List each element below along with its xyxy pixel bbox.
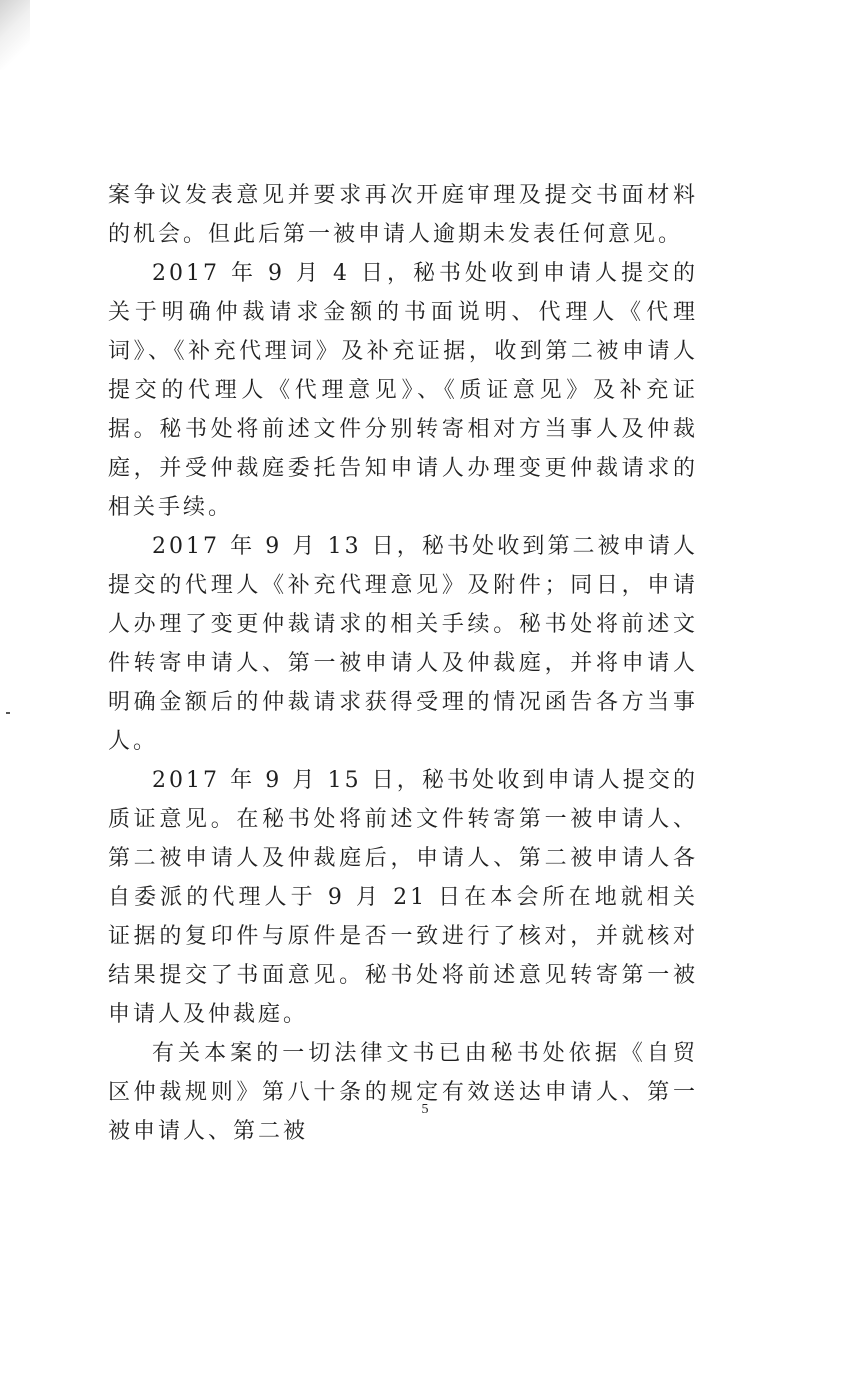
paragraph-5: 有关本案的一切法律文书已由秘书处依据《自贸区仲裁规则》第八十条的规定有效送达申请人、第一被申请人、第二被 (108, 1041, 698, 1144)
scan-mark (6, 712, 10, 714)
paragraph-4: 2017 年 9 月 15 日，秘书处收到申请人提交的质证意见。在秘书处将前述文件转寄第一被申请人、第二被申请人及仲裁庭后，申请人、第二被申请人各自委派的代理人于 9 月 21 日在本会所在地就相关证据的复印件与原件是否一致进行了核对，并就核对结果提交了书面意见。秘书处将前述意见转寄第一被申请人及仲裁庭。 (108, 768, 698, 1027)
paragraph-1: 案争议发表意见并要求再次开庭审理及提交书面材料的机会。但此后第一被申请人逾期未发表任何意见。 (108, 183, 698, 247)
scan-shadow (0, 0, 30, 70)
page-number: 5 (421, 1102, 429, 1117)
paragraph-2: 2017 年 9 月 4 日，秘书处收到申请人提交的关于明确仲裁请求金额的书面说明、代理人《代理词》、《补充代理词》及补充证据，收到第二被申请人提交的代理人《代理意见》、《质证意见》及补充证据。秘书处将前述文件分别转寄相对方当事人及仲裁庭，并受仲裁庭委托告知申请人办理变更仲裁请求的相关手续。 (108, 261, 698, 520)
paragraph-3: 2017 年 9 月 13 日，秘书处收到第二被申请人提交的代理人《补充代理意见》及附件；同日，申请人办理了变更仲裁请求的相关手续。秘书处将前述文件转寄申请人、第一被申请人及仲裁庭，并将申请人明确金额后的仲裁请求获得受理的情况函告各方当事人。 (108, 534, 698, 754)
body-text (108, 176, 698, 1151)
